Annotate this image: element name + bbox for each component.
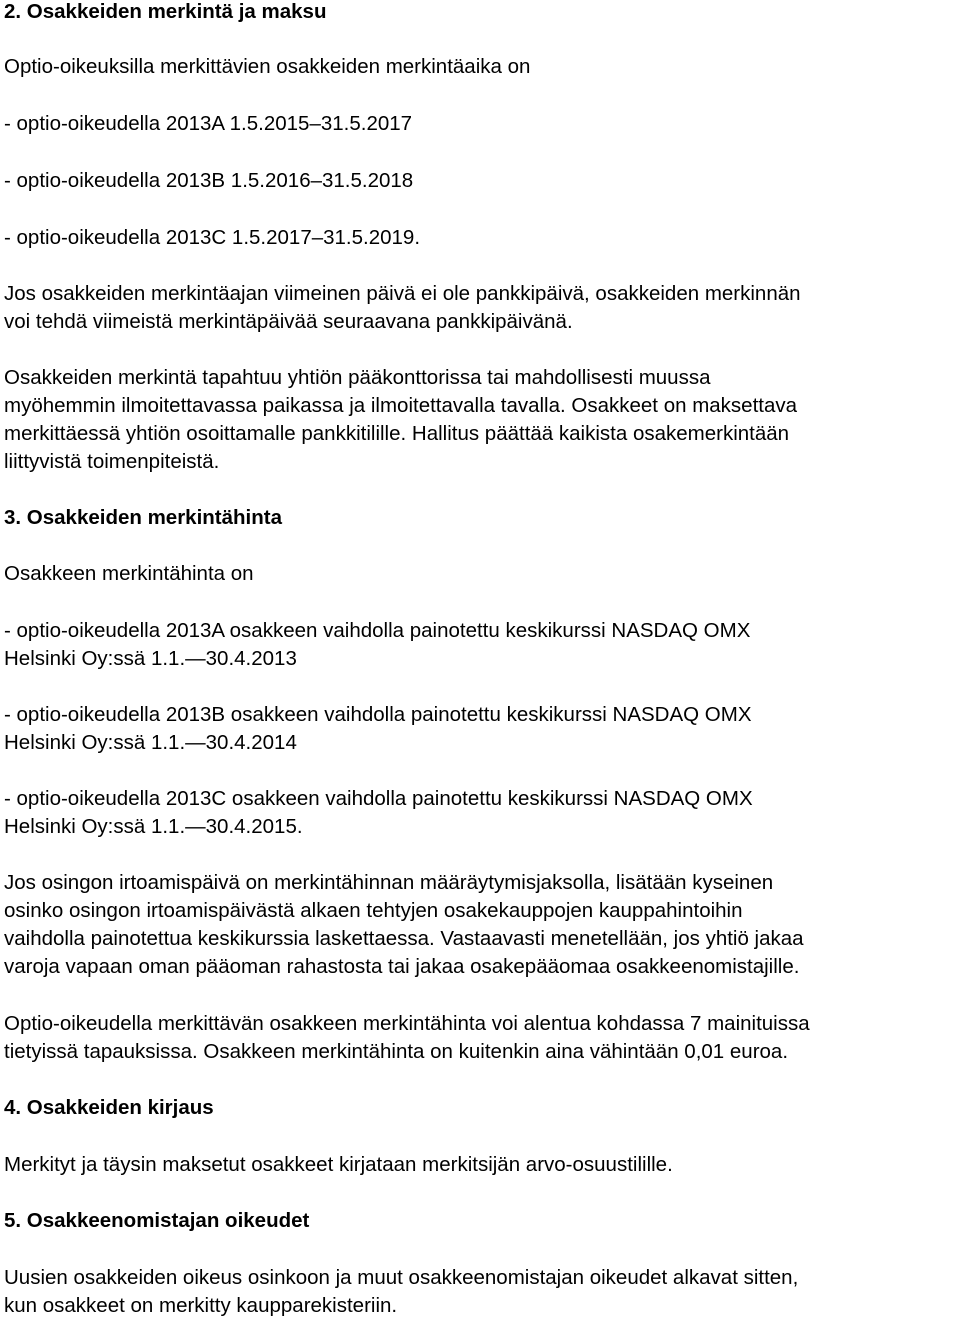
price-item-2013b-line2: Helsinki Oy:ssä 1.1.—30.4.2014 [4, 731, 297, 754]
price-item-2013a-line2: Helsinki Oy:ssä 1.1.—30.4.2013 [4, 647, 297, 670]
subscription-period-2013c: - optio-oikeudella 2013C 1.5.2017–31.5.2019. [4, 226, 421, 249]
paragraph-line: myöhemmin ilmoitettavassa paikassa ja ilmoitettavalla tavalla. Osakkeet on maksettava [4, 394, 798, 417]
paragraph-line: Jos osakkeiden merkintäajan viimeinen päivä ei ole pankkipäivä, osakkeiden merkinnän [4, 282, 801, 305]
paragraph-line: osinko osingon irtoamispäivästä alkaen tehtyjen osakekauppojen kauppahintoihin [4, 899, 743, 922]
paragraph-line: tietyissä tapauksissa. Osakkeen merkintähinta on kuitenkin aina vähintään 0,01 euroa. [4, 1040, 789, 1063]
subscription-period-2013a: - optio-oikeudella 2013A 1.5.2015–31.5.2017 [4, 112, 413, 135]
section-4-heading: 4. Osakkeiden kirjaus [4, 1096, 214, 1119]
paragraph-line: Uusien osakkeiden oikeus osinkoon ja muut osakkeenomistajan oikeudet alkavat sitten, [4, 1266, 799, 1289]
paragraph-line: kun osakkeet on merkitty kaupparekisteriin. [4, 1294, 398, 1317]
price-item-2013c-line2: Helsinki Oy:ssä 1.1.—30.4.2015. [4, 815, 303, 838]
paragraph-line: voi tehdä viimeistä merkintäpäivää seuraavana pankkipäivänä. [4, 310, 573, 333]
section-2-heading: 2. Osakkeiden merkintä ja maksu [4, 0, 327, 23]
section-2-intro: Optio-oikeuksilla merkittävien osakkeiden merkintäaika on [4, 55, 531, 78]
section-3-heading: 3. Osakkeiden merkintähinta [4, 506, 283, 529]
price-item-2013a-line1: - optio-oikeudella 2013A osakkeen vaihdolla painotettu keskikurssi NASDAQ OMX [4, 619, 751, 642]
section-5-heading: 5. Osakkeenomistajan oikeudet [4, 1209, 310, 1232]
paragraph-line: Osakkeiden merkintä tapahtuu yhtiön pääkonttorissa tai mahdollisesti muussa [4, 366, 711, 389]
paragraph-line: liittyvistä toimenpiteistä. [4, 450, 220, 473]
price-item-2013b-line1: - optio-oikeudella 2013B osakkeen vaihdolla painotettu keskikurssi NASDAQ OMX [4, 703, 752, 726]
paragraph-line: Jos osingon irtoamispäivä on merkintähinnan määräytymisjaksolla, lisätään kyseinen [4, 871, 774, 894]
subscription-period-2013b: - optio-oikeudella 2013B 1.5.2016–31.5.2018 [4, 169, 414, 192]
paragraph-line: Merkityt ja täysin maksetut osakkeet kirjataan merkitsijän arvo-osuustilille. [4, 1153, 673, 1176]
paragraph-line: merkittäessä yhtiön osoittamalle pankkitilille. Hallitus päättää kaikista osakemerkintään [4, 422, 790, 445]
price-item-2013c-line1: - optio-oikeudella 2013C osakkeen vaihdolla painotettu keskikurssi NASDAQ OMX [4, 787, 753, 810]
section-3-intro: Osakkeen merkintähinta on [4, 562, 254, 585]
paragraph-line: vaihdolla painotettua keskikurssia laskettaessa. Vastaavasti menetellään, jos yhtiö jakaa [4, 927, 804, 950]
paragraph-line: Optio-oikeudella merkittävän osakkeen merkintähinta voi alentua kohdassa 7 mainituissa [4, 1012, 810, 1035]
paragraph-line: varoja vapaan oman pääoman rahastosta tai jakaa osakepääomaa osakkeenomistajille. [4, 955, 800, 978]
